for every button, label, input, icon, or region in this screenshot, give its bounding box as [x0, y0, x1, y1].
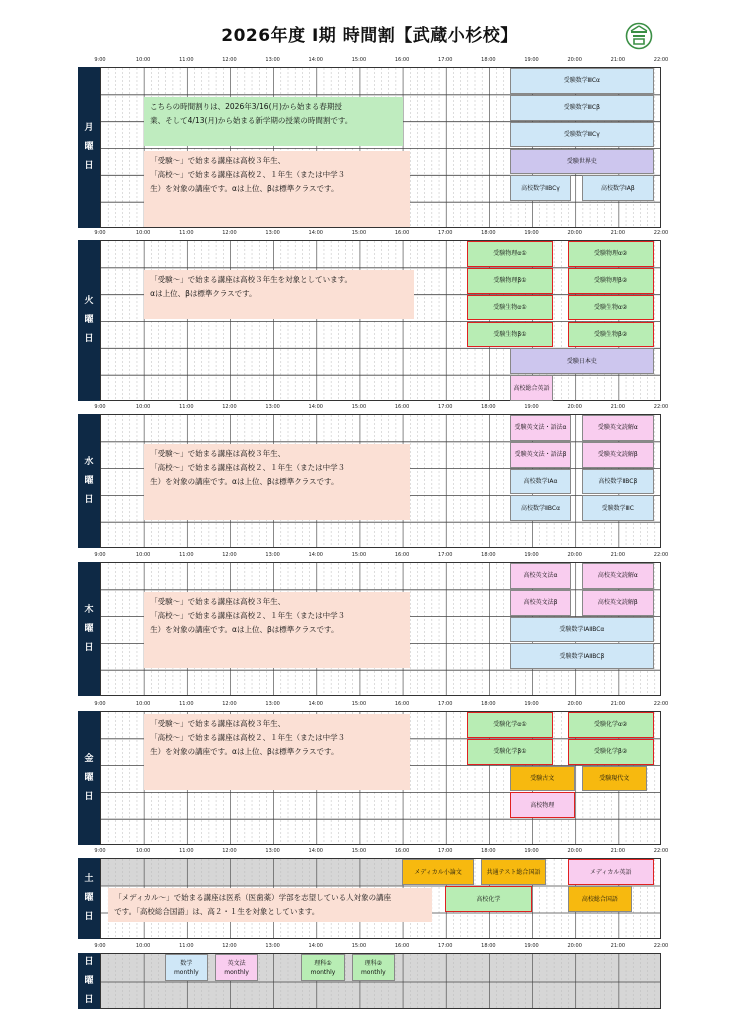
hour-label: 12:00: [222, 230, 237, 236]
class-block[interactable]: 受験英文法・語法α: [510, 415, 571, 441]
day-label-1: [78, 240, 100, 401]
day-char: 曜: [84, 893, 94, 903]
class-block[interactable]: 受験英文読解α: [582, 415, 654, 441]
day-char: 月: [84, 123, 94, 133]
note-line: 「受験～」で始まる講座は高校３年生を対象としています。: [150, 274, 353, 284]
hour-label: 17:00: [438, 701, 453, 707]
note-line: 「高校～」で始まる講座は高校２、１年生（または中学３: [150, 610, 346, 620]
hour-label: 13:00: [265, 848, 280, 854]
hour-label: 10:00: [135, 552, 151, 558]
day-char: 日: [84, 994, 94, 1005]
hour-label: 20:00: [567, 943, 582, 949]
hour-label: 11:00: [179, 404, 194, 410]
class-block[interactable]: 共通テスト総合国語: [481, 859, 546, 885]
class-block[interactable]: 高校数学ⅡBCβ: [582, 469, 654, 495]
hour-label: 13:00: [265, 57, 280, 63]
hour-label: 19:00: [524, 230, 539, 236]
hour-label: 22:00: [653, 943, 669, 949]
class-block[interactable]: 英文法 monthly: [215, 954, 258, 981]
hour-label: 22:00: [653, 701, 669, 707]
hour-label: 21:00: [610, 404, 626, 410]
hour-label: 17:00: [438, 230, 453, 236]
hour-label: 13:00: [265, 230, 280, 236]
day-char: 曜: [84, 772, 94, 783]
class-block[interactable]: 高校数学ⅡBCα: [510, 495, 571, 521]
day-label-6: [78, 953, 100, 1009]
day-char: 日: [84, 334, 94, 344]
hour-label: 15:00: [351, 57, 367, 63]
hour-label: 12:00: [222, 57, 237, 63]
class-block[interactable]: 受験化学α②: [568, 712, 654, 738]
class-block[interactable]: 受験物理β①: [467, 268, 553, 294]
day-char: 日: [84, 956, 94, 967]
note-line: 「高校～」で始まる講座は高校２、１年生（または中学３: [150, 733, 346, 742]
day-char: 木: [84, 604, 94, 615]
hour-label: 20:00: [567, 552, 582, 558]
day-char: 曜: [84, 475, 94, 486]
class-block[interactable]: 高校数学ⅠAβ: [582, 175, 654, 201]
class-block[interactable]: 受験現代文: [582, 766, 647, 792]
hour-label: 22:00: [653, 404, 669, 410]
hour-label: 9:00: [94, 404, 106, 410]
class-block[interactable]: 受験物理α②: [568, 241, 654, 267]
class-block[interactable]: 受験世界史: [510, 149, 654, 175]
hour-label: 9:00: [94, 848, 106, 854]
hour-label: 18:00: [481, 848, 496, 854]
hour-label: 13:00: [265, 701, 280, 707]
day-char: 日: [84, 642, 94, 653]
class-block[interactable]: 受験物理α①: [467, 241, 553, 267]
hour-label: 18:00: [481, 57, 496, 63]
day-char: 日: [84, 791, 94, 802]
hour-label: 19:00: [524, 404, 539, 410]
hour-label: 13:00: [265, 943, 280, 949]
class-block[interactable]: 受験化学β①: [467, 739, 553, 765]
note-line: 「高校～」で始まる講座は高校２、１年生（または中学３: [150, 169, 346, 179]
hour-label: 18:00: [481, 552, 496, 558]
hour-label: 10:00: [135, 943, 151, 949]
day-label-3: [78, 562, 100, 696]
school-logo: [625, 22, 653, 50]
class-block[interactable]: メディカル小論文: [402, 859, 474, 885]
day-label-0: [78, 67, 100, 228]
note-line: 「受験～」で始まる講座は高校３年生、: [150, 719, 286, 728]
info-note: [144, 151, 410, 228]
day-label-2: [78, 414, 100, 548]
info-note: [144, 592, 410, 668]
class-block[interactable]: 受験数学ⅢC: [582, 495, 654, 521]
hour-label: 9:00: [94, 943, 106, 949]
hour-label: 16:00: [394, 943, 410, 949]
note-line: 業、そして4/13(月)から始まる新学期の授業の時間割です。: [150, 115, 353, 125]
hour-label: 20:00: [567, 230, 582, 236]
hour-label: 15:00: [351, 230, 367, 236]
day-char: 日: [84, 494, 94, 505]
note-line: 生）を対象の講座です。αは上位、βは標準クラスです。: [150, 624, 339, 634]
hour-label: 18:00: [481, 230, 496, 236]
note-line: 「受験～」で始まる講座は高校３年生、: [150, 596, 286, 606]
hour-label: 10:00: [135, 848, 151, 854]
class-block[interactable]: 受験日本史: [510, 348, 654, 374]
note-line: 「高校～」で始まる講座は高校２、１年生（または中学３: [150, 462, 346, 472]
hour-label: 19:00: [524, 552, 539, 558]
hour-label: 18:00: [481, 404, 496, 410]
hour-label: 21:00: [610, 701, 626, 707]
hour-label: 12:00: [222, 943, 237, 949]
hour-label: 14:00: [308, 404, 323, 410]
day-char: 曜: [84, 623, 94, 634]
day-char: 曜: [84, 975, 94, 986]
day-char: 日: [84, 161, 94, 171]
hour-label: 18:00: [481, 701, 496, 707]
class-block[interactable]: 理科① monthly: [301, 954, 344, 981]
hour-label: 22:00: [653, 57, 669, 63]
hour-label: 21:00: [610, 552, 626, 558]
hour-label: 10:00: [135, 230, 151, 236]
class-block[interactable]: 理科② monthly: [352, 954, 395, 981]
hour-label: 17:00: [438, 404, 453, 410]
hour-label: 21:00: [610, 943, 626, 949]
hour-label: 14:00: [308, 943, 323, 949]
hour-label: 18:00: [481, 943, 496, 949]
hour-label: 22:00: [653, 848, 669, 854]
hour-label: 22:00: [653, 230, 669, 236]
class-block[interactable]: 受験英文読解β: [582, 442, 654, 468]
hour-label: 19:00: [524, 701, 539, 707]
hour-label: 11:00: [179, 552, 194, 558]
hour-label: 14:00: [308, 552, 323, 558]
hour-label: 20:00: [567, 57, 582, 63]
note-line: 「メディカル～」で始まる講座は医系（医歯薬）学部を志望している人対象の講座: [114, 893, 392, 902]
hour-label: 20:00: [567, 404, 582, 410]
class-block[interactable]: 高校英文法β: [510, 590, 571, 616]
hour-label: 11:00: [179, 943, 194, 949]
note-line: こちらの時間割りは、2026年3/16(月)から始まる春期授: [150, 101, 342, 111]
note-line: 「受験～」で始まる講座は高校３年生、: [150, 155, 286, 165]
class-block[interactable]: 高校英文読解α: [582, 563, 654, 589]
hour-label: 11:00: [179, 848, 194, 854]
hour-label: 12:00: [222, 552, 237, 558]
hour-label: 17:00: [438, 943, 453, 949]
hour-label: 17:00: [438, 552, 453, 558]
class-block[interactable]: 受験数学ⅢCβ: [510, 95, 654, 121]
class-block[interactable]: メディカル英語: [568, 859, 654, 885]
hour-label: 21:00: [610, 848, 626, 854]
day-char: 水: [84, 456, 94, 467]
hour-label: 15:00: [351, 943, 367, 949]
note-line: 生）を対象の講座です。αは上位、βは標準クラスです。: [150, 747, 339, 756]
hour-label: 10:00: [135, 404, 151, 410]
day-char: 土: [84, 874, 94, 884]
class-block[interactable]: 高校英文読解β: [582, 590, 654, 616]
hour-label: 12:00: [222, 848, 237, 854]
info-note: [144, 444, 410, 520]
hour-label: 14:00: [308, 230, 323, 236]
note-line: 「受験～」で始まる講座は高校３年生、: [150, 448, 286, 458]
hour-label: 20:00: [567, 701, 582, 707]
class-block[interactable]: 数学 monthly: [165, 954, 208, 981]
hour-label: 16:00: [394, 57, 410, 63]
info-note: [144, 97, 403, 147]
day-char: 火: [84, 296, 94, 306]
note-line: 生）を対象の講座です。αは上位、βは標準クラスです。: [150, 476, 339, 486]
info-note: [108, 888, 432, 922]
hour-label: 19:00: [524, 57, 539, 63]
hour-label: 16:00: [394, 230, 410, 236]
hour-label: 15:00: [351, 404, 367, 410]
hour-label: 12:00: [222, 404, 237, 410]
info-note: [144, 714, 410, 790]
class-block[interactable]: 受験生物α②: [568, 295, 654, 321]
note-line: です。「高校総合国語」は、高２・１生を対象としています。: [114, 907, 320, 916]
hour-label: 20:00: [567, 848, 582, 854]
hour-label: 10:00: [135, 57, 151, 63]
hour-label: 9:00: [94, 230, 106, 236]
hour-label: 9:00: [94, 57, 106, 63]
class-block[interactable]: 受験英文法・語法β: [510, 442, 571, 468]
hour-label: 10:00: [135, 701, 151, 707]
hour-label: 11:00: [179, 701, 194, 707]
class-block[interactable]: 高校総合国語: [568, 886, 633, 912]
hour-label: 21:00: [610, 230, 626, 236]
hour-label: 19:00: [524, 943, 539, 949]
hour-label: 14:00: [308, 57, 323, 63]
class-block[interactable]: 高校総合英語: [510, 375, 553, 401]
hour-label: 15:00: [351, 552, 367, 558]
hour-label: 16:00: [394, 701, 410, 707]
class-block[interactable]: 受験数学ⅠAⅡBCα: [510, 617, 654, 643]
note-line: 生）を対象の講座です。αは上位、βは標準クラスです。: [150, 183, 339, 193]
hour-label: 9:00: [94, 552, 106, 558]
hour-label: 9:00: [94, 701, 106, 707]
hour-label: 14:00: [308, 848, 323, 854]
class-block[interactable]: 受験数学ⅢCα: [510, 68, 654, 94]
hour-label: 19:00: [524, 848, 539, 854]
class-block[interactable]: 受験化学β②: [568, 739, 654, 765]
hour-label: 16:00: [394, 552, 410, 558]
page-title: 2026年度 Ⅰ期 時間割【武蔵小杉校】: [221, 26, 518, 46]
hour-label: 12:00: [222, 701, 237, 707]
class-block[interactable]: 高校物理: [510, 792, 575, 818]
class-block[interactable]: 受験生物β①: [467, 322, 553, 348]
hour-label: 21:00: [610, 57, 626, 63]
hour-label: 22:00: [653, 552, 669, 558]
class-block[interactable]: 高校化学: [445, 886, 531, 912]
note-line: αは上位、βは標準クラスです。: [150, 288, 257, 298]
hour-label: 15:00: [351, 701, 367, 707]
class-block[interactable]: 受験生物β②: [568, 322, 654, 348]
hour-label: 11:00: [179, 57, 194, 63]
hour-label: 13:00: [265, 552, 280, 558]
hour-label: 17:00: [438, 57, 453, 63]
class-block[interactable]: 高校英文法α: [510, 563, 571, 589]
day-char: 金: [84, 753, 94, 764]
hour-label: 15:00: [351, 848, 367, 854]
hour-label: 16:00: [394, 404, 410, 410]
hour-label: 16:00: [394, 848, 410, 854]
hour-label: 17:00: [438, 848, 453, 854]
hour-label: 11:00: [179, 230, 194, 236]
day-char: 曜: [84, 142, 94, 152]
class-block[interactable]: 高校数学ⅡBCγ: [510, 175, 571, 201]
info-note: [144, 270, 414, 320]
class-block[interactable]: 高校数学ⅠAα: [510, 469, 571, 495]
day-char: 日: [84, 912, 94, 922]
day-char: 曜: [84, 315, 94, 325]
day-label-4: [78, 711, 100, 845]
hour-label: 14:00: [308, 701, 323, 707]
class-block[interactable]: 受験化学α①: [467, 712, 553, 738]
class-block[interactable]: 受験数学ⅠAⅡBCβ: [510, 643, 654, 669]
class-block[interactable]: 受験古文: [510, 766, 575, 792]
hour-label: 13:00: [265, 404, 280, 410]
class-block[interactable]: 受験数学ⅢCγ: [510, 122, 654, 148]
day-label-5: [78, 858, 100, 939]
class-block[interactable]: 受験生物α①: [467, 295, 553, 321]
class-block[interactable]: 受験物理β②: [568, 268, 654, 294]
